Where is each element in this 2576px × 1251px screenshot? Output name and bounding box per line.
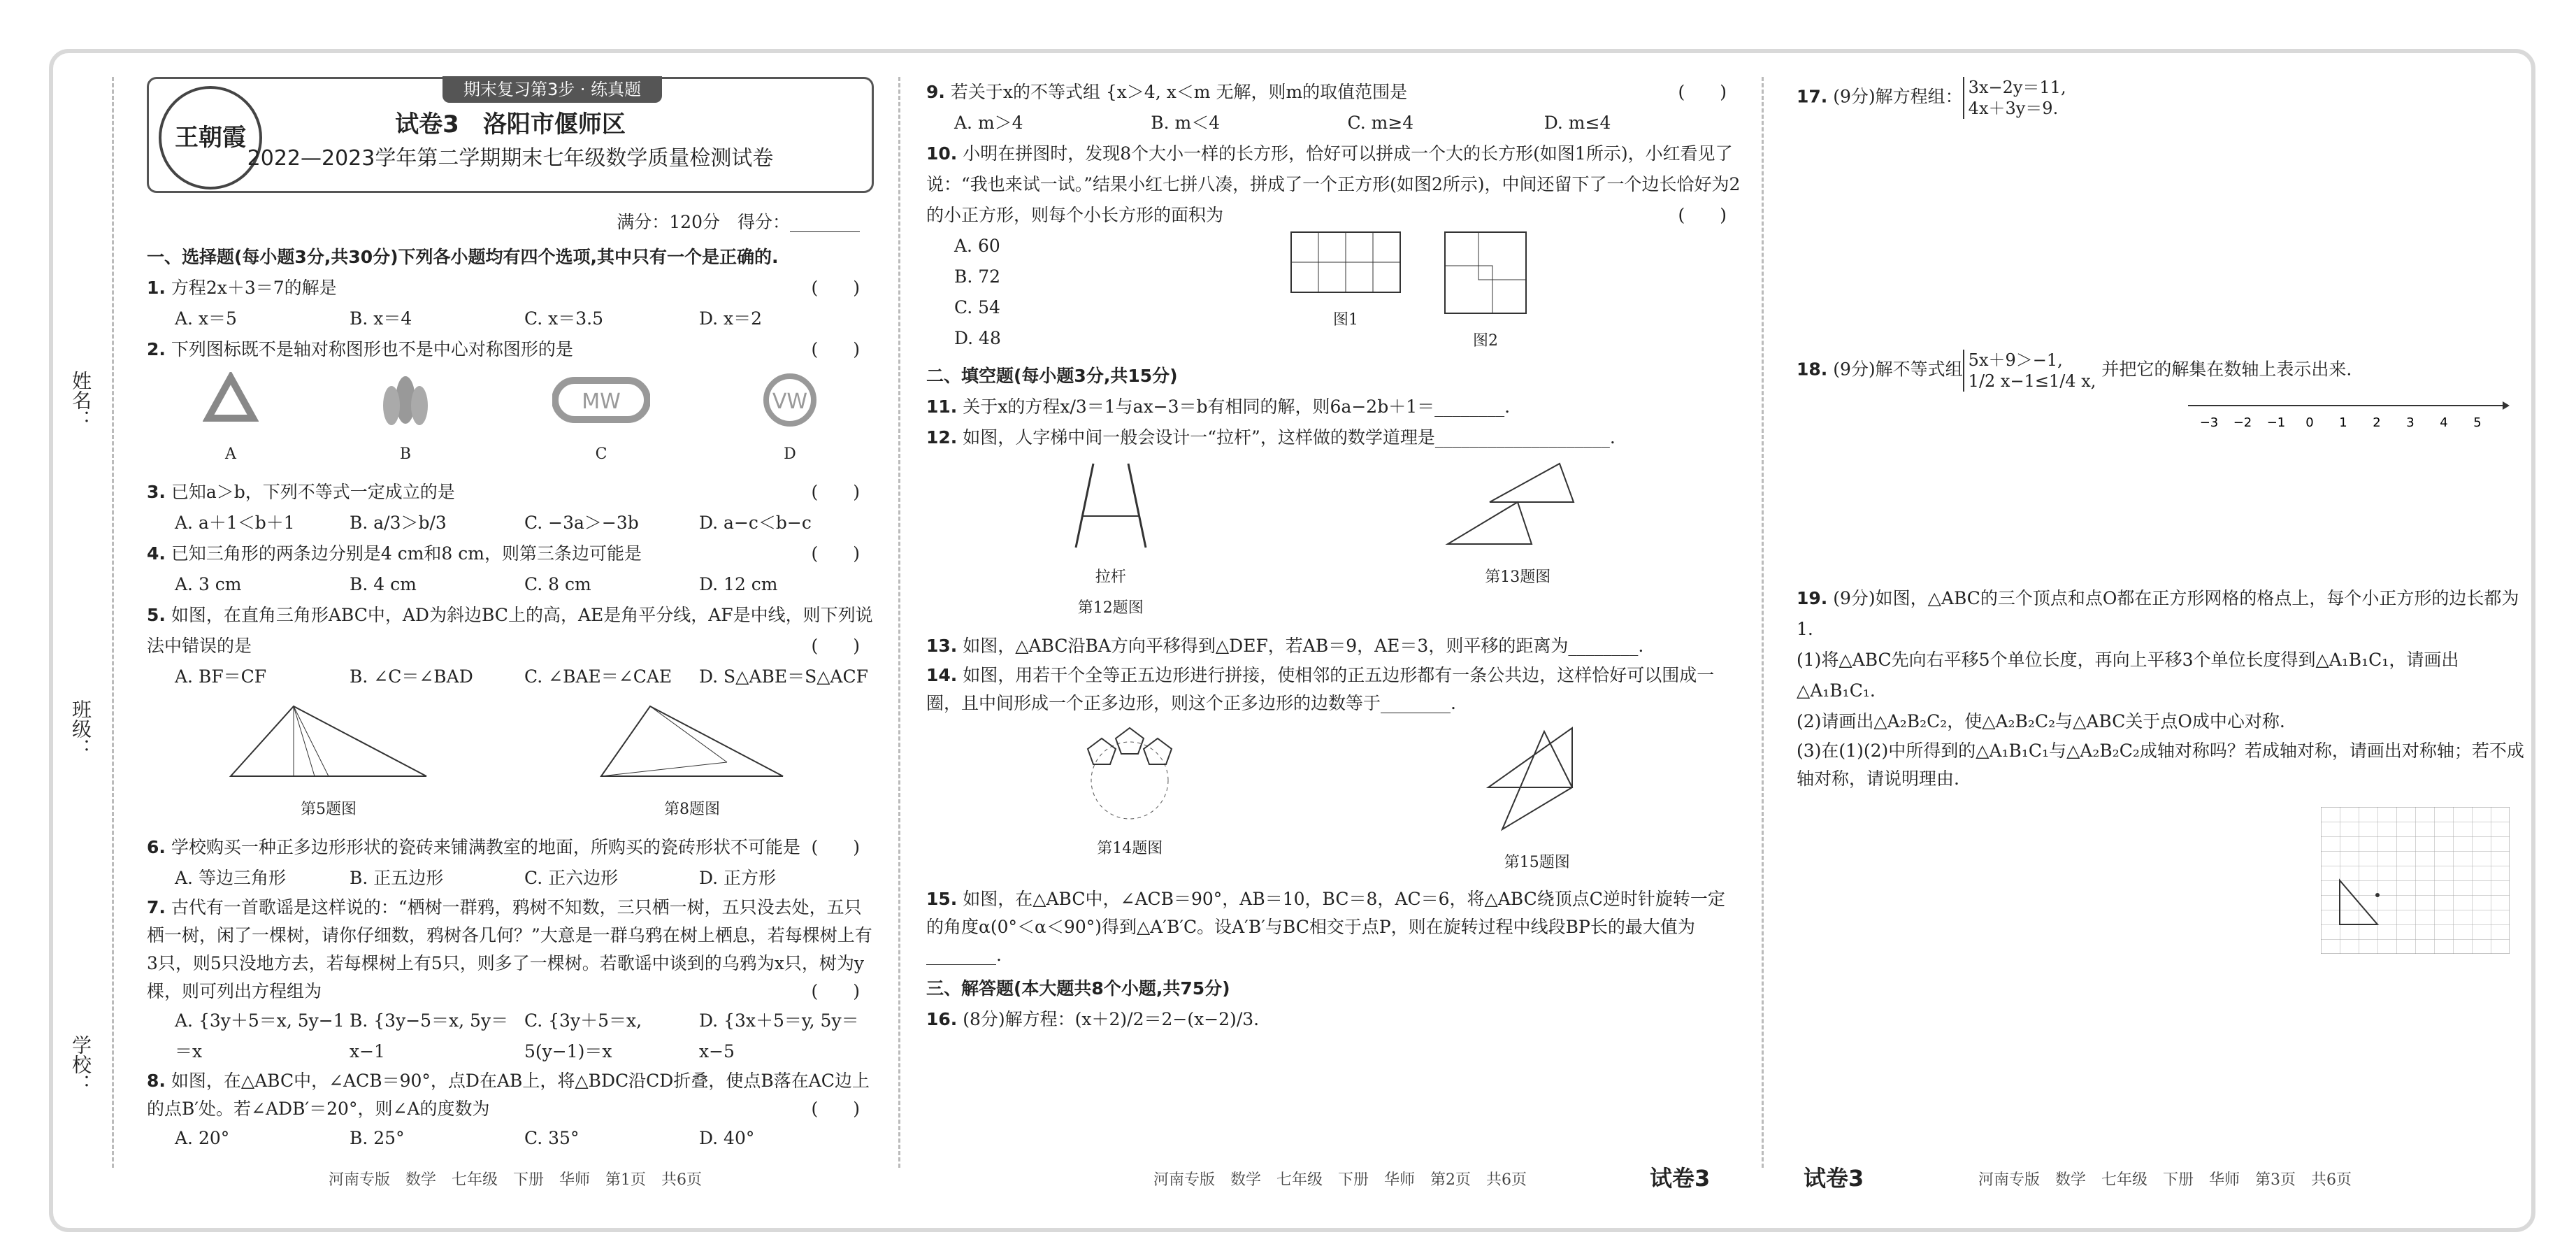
q-text: 方程2x＋3＝7的解是 xyxy=(171,278,337,298)
exam-subtitle: 2022—2023学年第二学期期末七年级数学质量检测试卷 xyxy=(247,146,774,171)
question-2 xyxy=(147,334,874,365)
footer-page-1: 河南专版 数学 七年级 下册 华师 第1页 共6页 xyxy=(329,1171,702,1189)
option: B. 正五边形 xyxy=(350,868,444,888)
q-text: 如图，人字梯中间一般会设计一“拉杆”，这样做的数学道理是____________________. xyxy=(963,427,1616,448)
q-text: 如图，在△ABC中，∠ACB＝90°，AB＝10，BC＝8，AC＝6，将△ABC绕顶点C逆时针旋转一定的角度α(0°＜α＜90°)得到△A′B′C。设A′B′与BC相交于点P，则在旋转过程中线段BP长的最大值为________. xyxy=(926,889,1725,965)
question-4 xyxy=(147,538,874,569)
option: A. {3y＋5＝x, 5y−1＝x xyxy=(175,1010,345,1061)
equation: 4x＋3y＝9. xyxy=(1968,99,2059,118)
mw-icon xyxy=(552,372,650,428)
q-number: 17. xyxy=(1797,86,1828,107)
class-label: 班级： xyxy=(69,699,92,758)
option: C. 正六边形 xyxy=(524,868,619,888)
equation: 3x−2y＝11, xyxy=(1968,78,2066,97)
exam-label-left: 试卷3 xyxy=(1804,1165,1864,1192)
rotation-figure xyxy=(1481,724,1593,836)
question-13 xyxy=(926,631,1741,662)
q-text: 关于x的方程x/3＝1与ax−3＝b有相同的解，则6a−2b＋1＝________. xyxy=(963,396,1511,417)
answer-paren: ( ) xyxy=(811,482,860,502)
option-label: C xyxy=(595,445,607,463)
footer-page-2: 河南专版 数学 七年级 下册 华师 第2页 共6页 xyxy=(1153,1171,1527,1189)
option: D. 48 xyxy=(954,328,1001,348)
option: D. 40° xyxy=(699,1128,755,1148)
q-number: 8. xyxy=(147,1071,166,1091)
q14-q15-figures xyxy=(926,724,1741,878)
option: C. 35° xyxy=(524,1128,580,1148)
pentagon-ring-figure xyxy=(1074,724,1186,822)
option: D. 正方形 xyxy=(699,868,777,888)
tick-label: 2 xyxy=(2373,415,2381,430)
q-number: 2. xyxy=(147,339,166,359)
figure-2 xyxy=(1444,231,1527,357)
q-number: 1. xyxy=(147,278,166,298)
tick-label: −2 xyxy=(2233,415,2252,430)
q-number: 5. xyxy=(147,605,166,625)
option: C. −3a＞−3b xyxy=(524,513,639,533)
q-number: 15. xyxy=(926,889,958,909)
q-number: 16. xyxy=(926,1009,958,1029)
recycle-icon xyxy=(203,372,259,428)
option: B. a/3＞b/3 xyxy=(350,513,447,533)
square-figure xyxy=(1444,231,1527,315)
q-text: 学校购买一种正多边形形状的瓷砖来铺满教室的地面，所购买的瓷砖形状不可能是 xyxy=(171,837,800,857)
option: B. {3y−5＝x, 5y＝x−1 xyxy=(350,1010,509,1061)
option: A. 3 cm xyxy=(175,574,242,594)
figure-14 xyxy=(1074,724,1186,878)
q-number: 9. xyxy=(926,82,945,102)
answer-paren: ( ) xyxy=(811,636,860,656)
option: D. x＝2 xyxy=(699,308,763,329)
page-1 xyxy=(147,77,874,1154)
option: D. m≤4 xyxy=(1544,113,1611,133)
ladder-figure xyxy=(1072,460,1149,551)
option: D. a−c＜b−c xyxy=(699,513,812,533)
question-7 xyxy=(147,894,874,1006)
q5-options xyxy=(175,662,874,692)
svg-text:VW: VW xyxy=(772,389,808,414)
number-line-figure xyxy=(2188,392,2510,434)
option-label: A xyxy=(225,445,236,463)
tick-label: 0 xyxy=(2305,415,2314,430)
equation-system xyxy=(1963,77,2066,119)
option: C. 8 cm xyxy=(524,574,591,594)
q-text: 已知a＞b，下列不等式一定成立的是 xyxy=(171,482,455,502)
question-6 xyxy=(147,832,874,863)
page-2 xyxy=(926,77,1741,1035)
q-number: 10. xyxy=(926,143,958,164)
exam-title: 试卷3 洛阳市偃师区 xyxy=(395,110,626,138)
option: C. x＝3.5 xyxy=(524,308,603,329)
q-number: 19. xyxy=(1797,588,1828,608)
answer-space xyxy=(1797,119,2531,350)
q-number: 13. xyxy=(926,636,958,656)
answer-paren: ( ) xyxy=(811,543,860,564)
q-text: (9分)解方程组： xyxy=(1833,86,1963,107)
icon-option-d xyxy=(762,372,818,470)
option: A. 20° xyxy=(175,1128,230,1148)
figure-caption: 第5题图 xyxy=(301,801,357,818)
q-number: 3. xyxy=(147,482,166,502)
figure-caption: 第13题图 xyxy=(1485,569,1551,586)
figure-13 xyxy=(1441,460,1595,624)
answer-paren: ( ) xyxy=(811,837,860,857)
q19-part-2: (2)请画出△A₂B₂C₂，使△A₂B₂C₂与△ABC关于点O成中心对称. xyxy=(1797,711,2285,731)
figure-5 xyxy=(224,699,433,825)
option: B. x＝4 xyxy=(350,308,412,329)
q-number: 6. xyxy=(147,837,166,857)
triangle-figure xyxy=(224,699,433,783)
question-9 xyxy=(926,77,1741,108)
answer-paren: ( ) xyxy=(811,278,860,298)
petal-icon xyxy=(370,372,440,428)
figure-caption: 第8题图 xyxy=(664,801,720,818)
icon-option-a xyxy=(203,372,259,470)
answer-paren: ( ) xyxy=(1678,82,1727,102)
q-text: 如图，△ABC沿BA方向平移得到△DEF，若AB＝9，AE＝3，则平移的距离为________. xyxy=(963,636,1644,656)
figure-8 xyxy=(587,699,797,825)
grid-figure xyxy=(2321,807,2531,964)
tick-label: −1 xyxy=(2266,415,2286,430)
tick-label: −3 xyxy=(2199,415,2219,430)
question-8 xyxy=(147,1067,874,1123)
figure-15 xyxy=(1481,724,1593,878)
school-label: 学校： xyxy=(69,1035,92,1094)
question-5 xyxy=(147,600,874,662)
column-divider xyxy=(1762,77,1764,1168)
option: A. 等边三角形 xyxy=(175,868,286,888)
q3-options xyxy=(175,508,874,538)
icon-option-c xyxy=(552,372,650,470)
rod-label: 拉杆 xyxy=(1095,569,1126,586)
tick-label: 3 xyxy=(2406,415,2415,430)
option: A. 60 xyxy=(954,236,1000,256)
exam-label-right: 试卷3 xyxy=(1650,1165,1711,1192)
q-number: 14. xyxy=(926,665,958,685)
answer-paren: ( ) xyxy=(811,339,860,359)
figure-caption: 第12题图 xyxy=(1077,599,1144,617)
q-text: 已知三角形的两条边分别是4 cm和8 cm，则第三条边可能是 xyxy=(171,543,642,564)
answer-paren: ( ) xyxy=(811,981,860,1001)
q-text: 若关于x的不等式组 {x＞4, x＜m 无解，则m的取值范围是 xyxy=(950,82,1408,102)
square-grid xyxy=(2321,807,2510,954)
option: C. {3y＋5＝x, 5(y−1)＝x xyxy=(524,1010,642,1061)
answer-paren: ( ) xyxy=(1678,205,1727,225)
q2-icons xyxy=(147,372,874,470)
option: C. m≥4 xyxy=(1347,113,1414,133)
footer-page-3: 河南专版 数学 七年级 下册 华师 第3页 共6页 xyxy=(1978,1171,2352,1189)
option: C. 54 xyxy=(954,297,1000,317)
figure-caption: 第14题图 xyxy=(1097,840,1163,857)
question-1 xyxy=(147,273,874,303)
option-label: D xyxy=(784,445,796,463)
option: B. 4 cm xyxy=(350,574,417,594)
question-14 xyxy=(926,662,1741,717)
q-text: 下列图标既不是轴对称图形也不是中心对称图形的是 xyxy=(171,339,573,359)
q-number: 11. xyxy=(926,396,958,417)
q-text-tail: 并把它的解集在数轴上表示出来. xyxy=(2101,359,2352,380)
inequality: 1/2 x−1≤1/4 x, xyxy=(1968,371,2096,391)
option: A. a＋1＜b＋1 xyxy=(175,513,295,533)
svg-text:MW: MW xyxy=(582,389,621,414)
q-text: (9分)解不等式组 xyxy=(1833,359,1963,380)
translation-figure xyxy=(1441,460,1595,551)
option: B. ∠C＝∠BAD xyxy=(350,666,473,687)
number-line xyxy=(2188,392,2531,443)
vw-icon xyxy=(762,372,818,428)
q7-options xyxy=(175,1006,874,1067)
q-text: 如图，在直角三角形ABC中，AD为斜边BC上的高，AE是角平分线，AF是中线，则下列说法中错误的是 xyxy=(147,605,873,656)
rect-grid-figure xyxy=(1290,231,1402,294)
figure-caption: 第15题图 xyxy=(1504,854,1570,871)
tick-label: 4 xyxy=(2440,415,2448,430)
seal-line xyxy=(112,77,114,1168)
q5-q8-figures xyxy=(147,699,874,825)
q4-options xyxy=(175,569,874,600)
score-line: 满分：120分 得分：________ xyxy=(617,212,860,232)
q10-body xyxy=(926,231,1741,357)
section-1-title: 一、选择题(每小题3分,共30分)下列各小题均有四个选项,其中只有一个是正确的. xyxy=(147,247,779,267)
option: A. m＞4 xyxy=(954,113,1023,133)
review-badge: 期末复习第3步 · 练真题 xyxy=(442,76,662,103)
q1-options xyxy=(175,303,874,334)
figure-caption: 图1 xyxy=(1333,311,1358,329)
question-16 xyxy=(926,1004,1741,1035)
q12-q13-figures xyxy=(926,460,1741,624)
q-text: 如图，在△ABC中，∠ACB＝90°，点D在AB上，将△BDC沿CD折叠，使点B落在AC边上的点B′处。若∠ADB′＝20°，则∠A的度数为 xyxy=(147,1071,870,1119)
option: D. S△ABE＝S△ACF xyxy=(699,666,868,687)
question-19 xyxy=(1797,583,2531,645)
option: D. {3x＋5＝y, 5y＝x−5 xyxy=(699,1010,859,1061)
option: C. ∠BAE＝∠CAE xyxy=(524,666,672,687)
question-10 xyxy=(926,138,1741,231)
option: B. m＜4 xyxy=(1151,113,1221,133)
answer-paren: ( ) xyxy=(811,1099,860,1119)
q8-options xyxy=(175,1123,874,1154)
q-number: 7. xyxy=(147,897,166,917)
q-number: 12. xyxy=(926,427,958,448)
option: B. 25° xyxy=(350,1128,405,1148)
q19-part-1: (1)将△ABC先向右平移5个单位长度，再向上平移3个单位长度得到△A₁B₁C₁，请画出△A₁B₁C₁. xyxy=(1797,650,2459,701)
section-3-title: 三、解答题(本大题共8个小题,共75分) xyxy=(926,978,1230,999)
figure-12 xyxy=(1072,460,1149,624)
answer-space xyxy=(1797,443,2531,583)
question-12 xyxy=(926,422,1741,453)
tick-label: 1 xyxy=(2339,415,2347,430)
page-3 xyxy=(1797,77,2531,964)
publisher-logo: 王朝霞 xyxy=(159,86,262,190)
question-17 xyxy=(1797,77,2531,119)
figure-caption: 图2 xyxy=(1473,332,1498,350)
icon-option-b xyxy=(370,372,440,470)
q-text: 如图，用若干个全等正五边形进行拼接，使相邻的正五边形都有一条公共边，这样恰好可以围成一圈，且中间形成一个正多边形，则这个正多边形的边数等于________. xyxy=(926,665,1715,713)
q-text: (8分)解方程：(x＋2)/2＝2−(x−2)/3. xyxy=(963,1009,1260,1029)
question-18 xyxy=(1797,350,2531,392)
question-15 xyxy=(926,885,1741,969)
q6-options xyxy=(175,863,874,894)
q10-options xyxy=(954,231,1164,357)
name-label: 姓名： xyxy=(69,371,92,429)
q9-options xyxy=(954,108,1741,138)
tick-label: 5 xyxy=(2473,415,2482,430)
q-text: (9分)如图，△ABC的三个顶点和点O都在正方形网格的格点上，每个小正方形的边长都为1. xyxy=(1797,588,2519,639)
q-text: 古代有一首歌谣是这样说的：“栖树一群鸦，鸦树不知数，三只栖一树，五只没去处，五只栖一树，闲了一棵树，请你仔细数，鸦树各几何？”大意是一群乌鸦在树上栖息，若每棵树上有3只，则5只没地方去，若每棵树上有5只，则多了一棵树。若歌谣中谈到的乌鸦为x只，树为y棵，则可列出方程组为 xyxy=(147,897,872,1001)
q-number: 4. xyxy=(147,543,166,564)
option: D. 12 cm xyxy=(699,574,778,594)
question-11 xyxy=(926,392,1741,422)
option: B. 72 xyxy=(954,266,1001,287)
section-2-title: 二、填空题(每小题3分,共15分) xyxy=(926,366,1178,386)
option: A. BF＝CF xyxy=(175,666,267,687)
option-label: B xyxy=(399,445,412,463)
column-divider xyxy=(898,77,900,1168)
inequality-system xyxy=(1963,350,2096,392)
fold-figure xyxy=(587,699,797,783)
q19-part-3: (3)在(1)(2)中所得到的△A₁B₁C₁与△A₂B₂C₂成轴对称吗？若成轴对称，请画出对称轴；若不成轴对称，请说明理由. xyxy=(1797,741,2524,789)
exam-header xyxy=(147,77,874,193)
q-text: 小明在拼图时，发现8个大小一样的长方形，恰好可以拼成一个大的长方形(如图1所示)，小红看见了说：“我也来试一试。”结果小红七拼八凑，拼成了一个正方形(如图2所示)，中间还留下了一个边长恰好为2的小正方形，则每个小长方形的面积为 xyxy=(926,143,1741,225)
inequality: 5x＋9＞−1, xyxy=(1968,350,2063,370)
option: A. x＝5 xyxy=(175,308,237,329)
question-3 xyxy=(147,477,874,508)
q-number: 18. xyxy=(1797,359,1828,380)
figure-1 xyxy=(1290,231,1402,357)
